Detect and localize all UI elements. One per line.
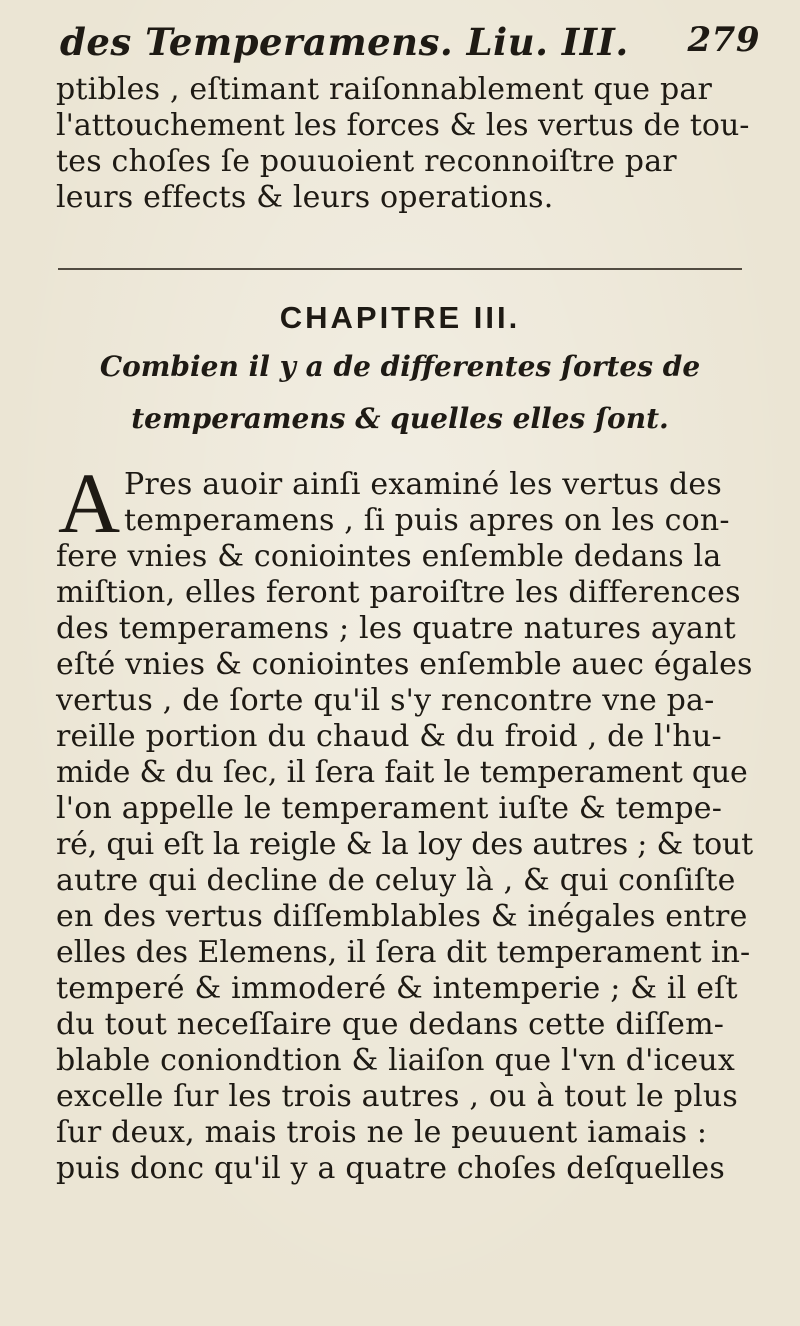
- text-line: vertus , de ſorte qu'il s'y rencontre vne pa-: [56, 683, 715, 718]
- chapter-title-line: temperamens & quelles elles ſont.: [131, 402, 669, 435]
- text-line: elles des Elemens, il ſera dit temperament in-: [56, 935, 751, 970]
- page-number: 279: [687, 20, 760, 60]
- text-line: ré, qui eſt la reigle & la loy des autres ; & tout: [56, 827, 754, 862]
- section-divider: [58, 268, 742, 270]
- running-head-title: des Temperamens. Liu. III.: [60, 20, 629, 64]
- text-line: tes choſes ſe pouuoient reconnoiſtre par: [56, 144, 677, 179]
- text-line: du tout neceſſaire que dedans cette diſſem-: [56, 1007, 725, 1042]
- text-line: l'attouchement les forces & les vertus de tou-: [56, 108, 750, 143]
- text-line: ſur deux, mais trois ne le peuuent iamais :: [56, 1115, 708, 1150]
- text-line: blable coniondtion & liaiſon que l'vn d'iceux: [56, 1043, 735, 1078]
- text-line: l'on appelle le temperament iuſte & tempe-: [56, 791, 723, 826]
- text-line: eſté vnies & coniointes enſemble auec égales: [56, 647, 753, 682]
- text-line: ptibles , eſtimant raiſonnablement que par: [56, 72, 712, 107]
- text-line: en des vertus diſſemblables & inégales entre: [56, 899, 748, 934]
- text-line: Pres auoir ainſi examiné les vertus des: [124, 467, 722, 502]
- text-line: puis donc qu'il y a quatre choſes deſquelles: [56, 1151, 725, 1186]
- text-line: fere vnies & coniointes enſemble dedans la: [56, 539, 722, 574]
- text-line: temperamens , ſi puis apres on les con-: [124, 503, 730, 538]
- text-line: temperé & immoderé & intemperie ; & il eſt: [56, 971, 738, 1006]
- chapter-heading: CHAPITRE III.: [279, 300, 521, 335]
- text-line: miſtion, elles feront paroiſtre les differences: [56, 575, 741, 610]
- text-line: excelle ſur les trois autres , ou à tout le plus: [56, 1079, 739, 1114]
- running-head: [60, 20, 760, 70]
- text-line: leurs effects & leurs operations.: [56, 180, 554, 215]
- chapter-title-line: Combien il y a de differentes ſortes de: [99, 350, 701, 383]
- text-line: reille portion du chaud & du froid , de l'hu-: [56, 719, 722, 754]
- text-line: des temperamens ; les quatre natures ayant: [56, 611, 736, 646]
- text-line: autre qui decline de celuy là , & qui conſiſte: [56, 863, 736, 898]
- drop-cap: A: [58, 455, 121, 551]
- text-line: mide & du ſec, il ſera fait le temperament que: [56, 755, 748, 790]
